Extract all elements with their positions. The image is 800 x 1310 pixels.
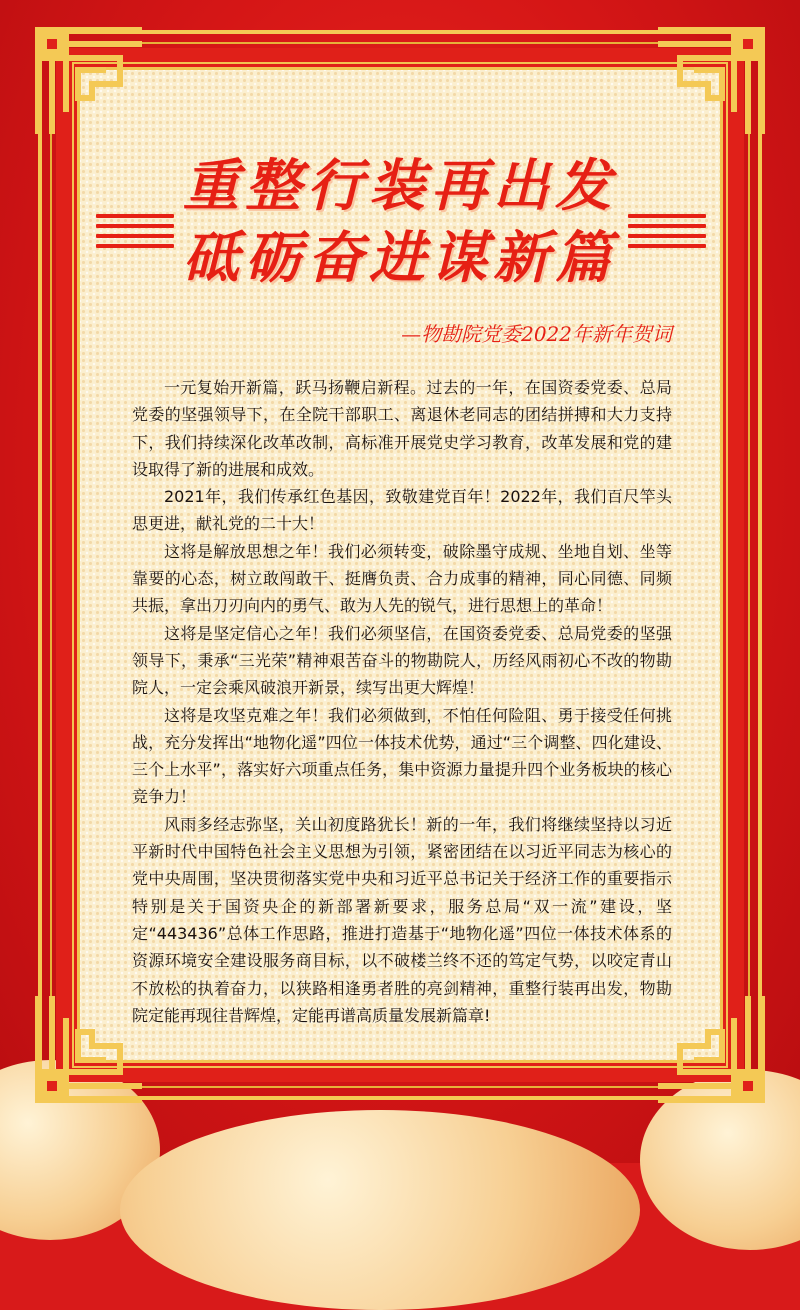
paragraph: 这将是坚定信心之年！我们必须坚信，在国资委党委、总局党委的坚强领导下，秉承“三光荣”精神艰苦奋斗的物勘院人，历经风雨初心不改的物勘院人，一定会乘风破浪开新景，续写出更大辉煌！ [132,623,672,698]
lattice-corner-ornament-top-right [650,22,770,142]
decorative-cloud-center [120,1110,640,1310]
paragraph: 风雨多经志弥坚，关山初度路犹长！新的一年，我们将继续坚持以习近平新时代中国特色社会主义思想为引领，紧密团结在以习近平同志为核心的党中央周围，坚决贯彻落实党中央和习近平总书记关于经济工作的重要指示特别是关于国资央企的新部署新要求，服务总局“双一流”建设，坚定“443436”总体工作思路，推进打造基于“地物化遥”四位一体技术体系的资源环境安全建设服务商目标，以不破楼兰终不还的笃定气势，以咬定青山不放松的执着奋力，以狭路相逢勇者胜的亮剑精神，重整行装再出发，物勘院定能再现往昔辉煌，定能再谱高质量发展新篇章! [132,814,672,1025]
title-line-1: 重整行装再出发 [183,153,617,219]
paragraph: 这将是攻坚克难之年！我们必须做到，不怕任何险阻、勇于接受任何挑战，充分发挥出“地物化遥”四位一体技术优势，通过“三个调整、四化建设、三个上水平”，落实好六项重点任务，集中资源力量提升四个业务板块的核心竞争力！ [132,705,672,807]
title-line-2: 砥砺奋进谋新篇 [183,225,617,291]
paragraph: 2021年，我们传承红色基因，致敬建党百年！2022年，我们百尺竿头思更进，献礼党的二十大！ [132,487,672,534]
lattice-corner-ornament-top-left [30,22,150,142]
decorative-stripes-left [96,214,174,248]
letter-body [132,374,672,1029]
subtitle-signature: —物勘院党委2022年新年贺词 [401,322,672,346]
decorative-stripes-right [628,214,706,248]
paragraph: 这将是解放思想之年！我们必须转变，破除墨守成规、坐地自划、坐等靠要的心态，树立敢闯敢干、挺膺负责、合力成事的精神，同心同德、同频共振，拿出刀刃向内的勇气、敢为人先的锐气，进行思想上的革命！ [132,541,672,616]
paragraph: 一元复始开新篇，跃马扬鞭启新程。过去的一年，在国资委党委、总局党委的坚强领导下，在全院干部职工、离退休老同志的团结拼搏和大力支持下，我们持续深化改革改制，高标准开展党史学习教育，改革发展和党的建设取得了新的进展和成效。 [132,378,672,479]
